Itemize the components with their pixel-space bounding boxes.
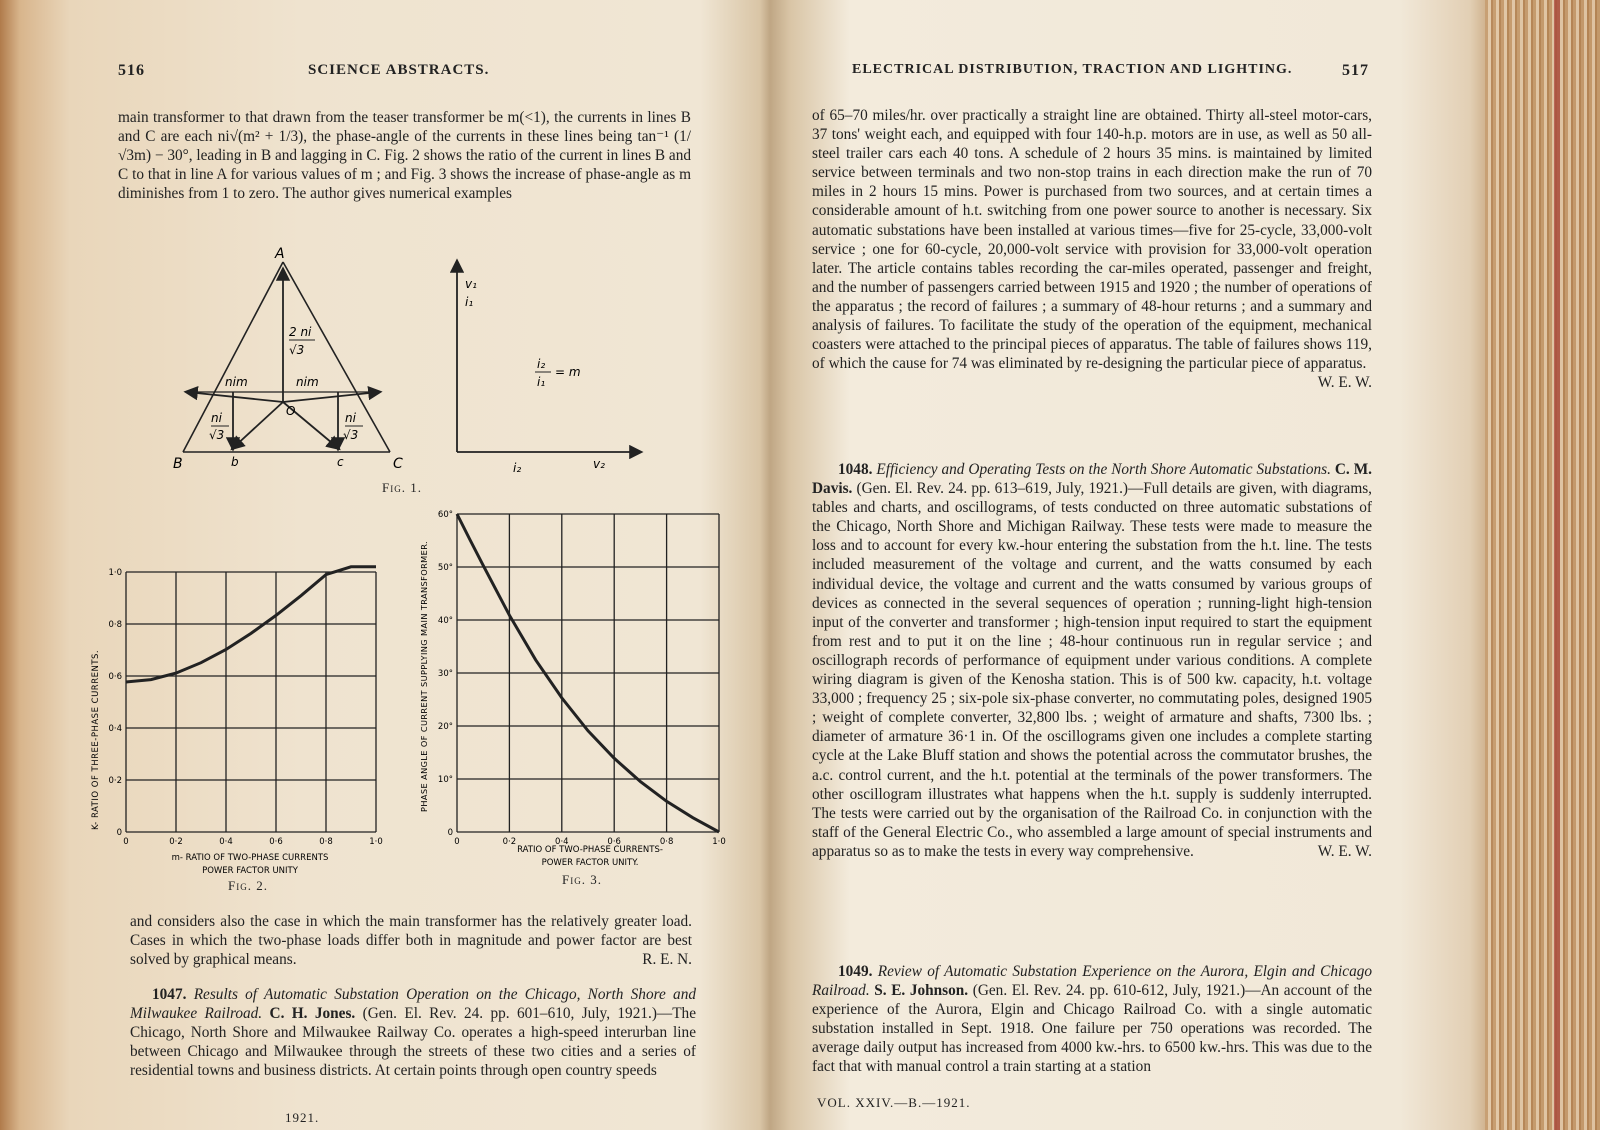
right-continuation-signature: W. E. W. (1317, 374, 1372, 392)
fig3-x-tick-label: 1·0 (712, 837, 726, 847)
fig2-x-tick-label: 0 (123, 837, 129, 847)
fig1-label-nim-left: nim (225, 375, 248, 389)
fig1-label-ni-left: ni (211, 411, 222, 425)
abstract-1047 (130, 985, 696, 1080)
abstract-1048-number: 1048. (838, 461, 873, 478)
fig2-x-tick-label: 1·0 (369, 837, 383, 847)
right-continuation-paragraph (812, 106, 1372, 392)
fig2-chart (80, 560, 400, 900)
fig1-label-root3-c: √3 (343, 428, 359, 442)
fig2-y-axis-label: K- RATIO OF THREE-PHASE CURRENTS. (91, 649, 101, 830)
right-page-number: 517 (1342, 62, 1369, 79)
fig1-label-B: B (173, 456, 183, 472)
fig1-diagram (165, 240, 665, 490)
left-footer-fragment: 1921. (285, 1110, 320, 1125)
right-running-head: ELECTRICAL DISTRIBUTION, TRACTION AND LIGHTING. (852, 62, 1293, 77)
fig3-y-tick-label: 60° (437, 510, 453, 520)
fig3-x-axis-label-line1: RATIO OF TWO-PHASE CURRENTS- (517, 845, 663, 855)
fig2-y-tick-label: 0·2 (108, 776, 122, 786)
abstract-1049 (812, 962, 1372, 1077)
fig3-y-tick-label: 30° (437, 669, 453, 679)
fig3-x-tick-label: 0 (454, 837, 460, 847)
page-edges (1485, 0, 1600, 1130)
fig1-label-nim-right: nim (296, 375, 319, 389)
fig1-label-c: c (337, 455, 344, 469)
fig1-label-C: C (393, 456, 403, 472)
fig1-label-root3-b: √3 (209, 428, 225, 442)
fig3-y-tick-label: 40° (437, 616, 453, 626)
fig1-label-A: A (275, 246, 285, 262)
left-closing-text: and considers also the case in which the main transformer has the relatively greater load. Cases in which the two-phase loads differ both in magnitude and power factor are best solved by graphical means. (130, 913, 692, 969)
right-continuation-text: of 65–70 miles/hr. over practically a straight line are obtained. Thirty all-steel motor-cars, 37 tons' weight each, and equipped with four 140-h.p. motors are in use, as well as 50 all-steel trailer cars each 40 tons. A schedule of 2 hours 35 mins. is maintained by limited service between terminals and two non-stop trains in each direction make the run of 70 miles in 2 hours 15 mins. Power is purchased from two sources, and at certain times a considerable amount of h.t. switching from one power source to another is necessary. Six automatic substations have been installed at various times—five for 25-cycle, 33,000-volt service ; one for 60-cycle, 20,000-volt service with provision for 33,000-volt operation later. The article contains tables recording the car-miles operated, passenger and freight, and the number of passengers carried between 1915 and 1920 ; the number of operations of the apparatus ; the record of failures ; a summary of 48-hour returns ; and a summary and analysis of failures. To facilitate the study of the operation of the equipment, mechanical coasters were attached to the principal pieces of apparatus. The table of failures shows 119, of which the cause for 74 was eliminated by re-designing the particular piece of apparatus. (812, 107, 1372, 373)
page-edge-red-band (1554, 0, 1560, 1130)
fig2-caption: Fig. 2. (228, 878, 268, 893)
fig3-x-axis-label-line2: POWER FACTOR UNITY. (541, 858, 639, 868)
fig2-y-tick-label: 0·6 (108, 672, 122, 682)
fig1-label-ratio-den: i₁ (537, 375, 546, 389)
abstract-1048 (812, 460, 1372, 861)
fig1-label-b: b (231, 455, 239, 469)
fig2-x-axis-label-line2: POWER FACTOR UNITY (202, 866, 298, 876)
fig1-label-i2: i₂ (513, 461, 522, 475)
fig2-grid (126, 572, 376, 832)
fig1-label-ratio-num: i₂ (537, 357, 546, 371)
fig2-y-ticks (108, 568, 122, 838)
fig1-label-ratio-eq: = m (555, 365, 581, 379)
abstract-1049-body: (Gen. El. Rev. 24. pp. 610-612, July, 1921.)—An account of the experience of the Aurora, Elgin and Chicago Railroad Co. with a single automatic substation installed in Sept. 1918. One failure per 750 operations was recorded. The average daily output has increased from 4000 kw.-hrs. to 6500 kw.-hrs. This was due to the fact that with manual control a train starting at a station (812, 982, 1373, 1076)
left-running-head: SCIENCE ABSTRACTS. (308, 62, 490, 78)
fig3-x-tick-label: 0·2 (502, 837, 517, 847)
fig1-label-ni-right: ni (345, 411, 356, 425)
fig2-x-tick-label: 0·8 (319, 837, 333, 847)
abstract-1049-title: Review of Automatic Substation Experience on the Aurora, Elgin and Chicago Railroad. (812, 963, 1373, 1000)
fig3-y-axis-label: PHASE ANGLE OF CURRENT SUPPLYING MAIN TRANSFORMER. (419, 540, 429, 812)
abstract-1047-author: C. H. Jones. (269, 1005, 356, 1023)
fig3-y-tick-label: 0 (447, 828, 453, 838)
abstract-1047-body: (Gen. El. Rev. 24. pp. 601–610, July, 1921.)—The Chicago, North Shore and Milwaukee Railway Co. operates a high-speed interurban line between Chicago and Milwaukee through the streets of these two cities and a series of residential towns and business districts. At certain points through open country speeds (130, 1005, 696, 1080)
left-page-number: 516 (118, 62, 145, 79)
abstract-1047-title: Results of Automatic Substation Operation on the Chicago, North Shore and Milwaukee Railroad. (130, 986, 696, 1023)
fig2-y-tick-label: 1·0 (108, 568, 122, 578)
fig2-x-tick-label: 0·6 (269, 837, 283, 847)
fig2-x-ticks (123, 837, 382, 847)
fig3-y-tick-label: 50° (437, 563, 453, 573)
fig2-x-tick-label: 0·4 (219, 837, 233, 847)
fig2-x-axis-label-line1: m- RATIO OF TWO-PHASE CURRENTS (171, 853, 329, 863)
left-closing-paragraph (130, 912, 692, 969)
fig3-y-tick-label: 20° (437, 722, 453, 732)
right-footer: VOL. XXIV.—B.—1921. (817, 1095, 971, 1110)
fig1-label-root3-a: √3 (289, 343, 305, 357)
abstract-1049-number: 1049. (838, 963, 873, 980)
fig1-label-v2: v₂ (593, 457, 605, 471)
fig3-caption: Fig. 3. (562, 872, 602, 887)
left-closing-signature: R. E. N. (642, 951, 692, 969)
fig1-label-i1: i₁ (465, 295, 474, 309)
fig1-caption: Fig. 1. (382, 480, 422, 495)
fig3-y-ticks (438, 510, 453, 838)
fig2-y-tick-label: 0·8 (108, 620, 122, 630)
fig3-grid (457, 514, 719, 832)
fig2-y-tick-label: 0 (116, 828, 122, 838)
abstract-1049-author: S. E. Johnson. (874, 982, 969, 1000)
abstract-1048-signature: W. E. W. (1317, 842, 1372, 860)
fig3-x-tick-label: 0·6 (607, 837, 621, 847)
fig3-y-tick-label: 10° (437, 775, 453, 785)
abstract-1047-number: 1047. (152, 986, 187, 1003)
fig1-label-O: O (286, 404, 296, 418)
fig1-label-2ni: 2 ni (289, 325, 312, 339)
fig3-chart (405, 500, 735, 880)
fig1-right-axes (457, 262, 640, 452)
fig3-x-tick-label: 0·8 (659, 837, 674, 847)
abstract-1048-author: C. M. Davis. (812, 461, 1372, 498)
fig2-x-tick-label: 0·2 (169, 837, 183, 847)
abstract-1048-title: Efficiency and Operating Tests on the North Shore Automatic Substations. (876, 461, 1331, 478)
fig1-label-v1: v₁ (465, 277, 477, 291)
fig3-x-tick-label: 0·4 (555, 837, 569, 847)
fig2-y-tick-label: 0·4 (108, 724, 122, 734)
abstract-1048-body: (Gen. El. Rev. 24. pp. 613–619, July, 1921.)—Full details are given, with diagrams, tables and charts, and oscillograms, of tests conducted on three automatic substations of the Chicago, North Shore and Michigan Railway. These tests were made to measure the loss and to account for every kw.-hour entering the substation from the h.t. line. The tests included measurement of the voltage and current, and the watts consumed by each individual device, the voltage and current and the watts consumed by various groups of devices as connected in the several sequences of operation ; running-light high-tension input of the converter and transformer ; high-tension input required to start the equipment from rest and to put it on the line ; 48-hour continuous run in regular service ; and oscillograph records of performance of equipment under various conditions. A complete wiring diagram is given of the Kenosha station. This is of 500 kw. capacity, h.t. voltage 33,000 ; frequency 25 ; six-pole six-phase converter, no commutating poles, designed 1905 ; weight of complete converter, 32,800 lbs. ; weight of armature and shafts, 7300 lbs. ; diameter of armature 36·1 in. Of the oscillograms given one includes a complete starting cycle at the Lake Bluff station and shows the potential across the commutator brushes, the a.c. control current, and the h.t. potential at the terminals of the power transformers. The other oscillogram illustrates what happens when the h.t. supply is suddenly interrupted. The tests were carried out by the organisation of the Railroad Co. in conjunction with the staff of the General Electric Co., who assembled a large amount of special instruments and apparatus so as to make the tests in every way comprehensive. (812, 480, 1372, 860)
left-intro-paragraph: main transformer to that drawn from the teaser transformer be m(<1), the currents in lines B and C are each ni√(m² + 1/3), the phase-angle of the currents in these lines being tan⁻¹ (1/√3m) − 30°, leading in B and lagging in C. Fig. 2 shows the ratio of the current in lines B and C to that in line A for various values of m ; and Fig. 3 shows the increase of phase-angle as m diminishes from 1 to zero. The author gives numerical examples (118, 109, 691, 203)
